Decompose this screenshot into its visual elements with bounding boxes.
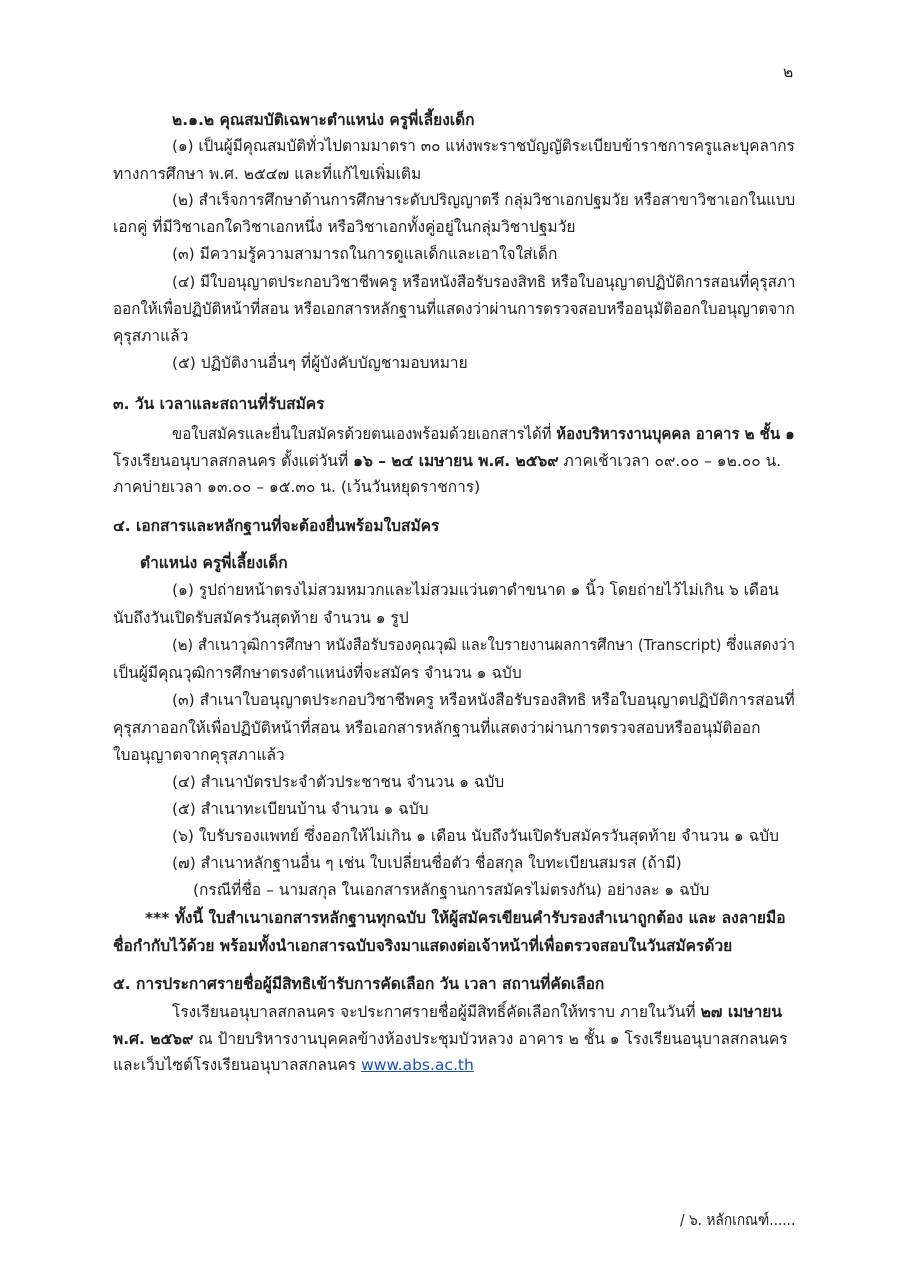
s3-location: ห้องบริหารงานบุคคล อาคาร ๒ ชั้น ๑ [556,425,795,443]
s5-line-2-text: ณ ป้ายบริหารงานบุคคลข้างห้องประชุมบัวหลวง อาคาร ๒ ชั้น ๑ โรงเรียนอนุบาลสกลนคร [193,1030,788,1048]
s3-line-3: ภาคบ่ายเวลา ๑๓.๐๐ – ๑๕.๓๐ น. (เว้นวันหยุดราชการ) [113,478,481,496]
s4-item-3-line-3: ใบอนุญาตจากคุรุสภาแล้ว [113,746,285,764]
s212-item-4-line-3: คุรุสภาแล้ว [113,327,189,345]
s4-item-1-line-1: (๑) รูปถ่ายหน้าตรงไม่สวมหมวกและไม่สวมแว่นตาดำขนาด ๑ นิ้ว โดยถ่ายไว้ไม่เกิน ๖ เดือน [172,581,779,599]
s4-item-3-line-1: (๓) สำเนาใบอนุญาตประกอบวิชาชีพครู หรือหนังสือรับรองสิทธิ หรือใบอนุญาตปฏิบัติการสอนที่ [172,691,795,709]
s5-line-1 [172,998,782,1026]
website-link[interactable]: www.abs.ac.th [361,1056,474,1074]
s4-note-line-1: *** ทั้งนี้ ใบสำเนาเอกสารหลักฐานทุกฉบับ ให้ผู้สมัครเขียนคำรับรองสำเนาถูกต้อง และ ลงลายมือ [145,909,786,927]
s4-item-4: (๔) สำเนาบัตรประจำตัวประชาชน จำนวน ๑ ฉบับ [172,773,505,791]
s4-item-5: (๕) สำเนาทะเบียนบ้าน จำนวน ๑ ฉบับ [172,800,429,818]
s4-subheading: ตำแหน่ง ครูพี่เลี้ยงเด็ก [140,554,288,572]
section-2-1-2-heading: ๒.๑.๒ คุณสมบัติเฉพาะตำแหน่ง ครูพี่เลี้ยงเด็ก [172,111,475,129]
section-3-heading: ๓. วัน เวลาและสถานที่รับสมัคร [113,395,325,413]
s5-line-2 [113,1025,788,1053]
section-4-heading: ๔. เอกสารและหลักฐานที่จะต้องยื่นพร้อมใบสมัคร [113,517,440,535]
section-5-heading: ๕. การประกาศรายชื่อผู้มีสิทธิเข้ารับการคัดเลือก วัน เวลา สถานที่คัดเลือก [113,975,605,993]
s212-item-1-line-1: (๑) เป็นผู้มีคุณสมบัติทั่วไปตามมาตรา ๓๐ แห่งพระราชบัญญัติระเบียบข้าราชการครูและบุคลากร [172,137,795,155]
page-footer: / ๖. หลักเกณฑ์...... [680,1211,796,1229]
s212-item-4-line-2: ออกให้เพื่อปฏิบัติหน้าที่สอน หรือเอกสารหลักฐานที่แสดงว่าผ่านการตรวจสอบหรืออนุมัติออกใบอนุญาตจาก [113,300,795,318]
s4-item-7-cont: (กรณีที่ชื่อ – นามสกุล ในเอกสารหลักฐานการสมัครไม่ตรงกัน) อย่างละ ๑ ฉบับ [193,881,710,899]
s212-item-4-line-1: (๔) มีใบอนุญาตประกอบวิชาชีพครู หรือหนังสือรับรองสิทธิ หรือใบอนุญาตปฏิบัติการสอนที่คุรุสภา [172,273,796,291]
s5-date: ๒๗ เมษายน [700,1003,782,1021]
s5-year: พ.ศ. ๒๕๖๙ [113,1030,194,1048]
s5-line-3 [113,1051,474,1079]
s3-line-2 [113,447,781,475]
s3-line-1-text: ขอใบสมัครและยื่นใบสมัครด้วยตนเองพร้อมด้วยเอกสารได้ที่ [172,425,557,443]
s3-morning-time: ภาคเช้าเวลา ๐๙.๐๐ – ๑๒.๐๐ น. [558,452,782,470]
s4-item-2-line-1: (๒) สำเนาวุฒิการศึกษา หนังสือรับรองคุณวุฒิ และใบรายงานผลการศึกษา (Transcript) ซึ่งแสดงว่า [172,636,796,654]
s3-dates: ๑๖ – ๒๔ เมษายน พ.ศ. ๒๕๖๙ [353,452,559,470]
s212-item-2-line-1: (๒) สำเร็จการศึกษาด้านการศึกษาระดับปริญญาตรี กลุ่มวิชาเอกปฐมวัย หรือสาขาวิชาเอกในแบบ [172,191,796,209]
s3-line-2-text: โรงเรียนอนุบาลสกลนคร ตั้งแต่วันที่ [113,452,354,470]
s212-item-3: (๓) มีความรู้ความสามารถในการดูแลเด็กและเอาใจใส่เด็ก [172,245,558,263]
s4-item-1-line-2: นับถึงวันเปิดรับสมัครวันสุดท้าย จำนวน ๑ รูป [113,609,409,627]
s4-note-line-2: ชื่อกำกับไว้ด้วย พร้อมทั้งนำเอกสารฉบับจริงมาแสดงต่อเจ้าหน้าที่เพื่อตรวจสอบในวันสมัครด้วย [113,937,733,955]
s4-item-6: (๖) ใบรับรองแพทย์ ซึ่งออกให้ไม่เกิน ๑ เดือน นับถึงวันเปิดรับสมัครวันสุดท้าย จำนวน ๑ ฉบับ [172,827,779,845]
s212-item-1-line-2: ทางการศึกษา พ.ศ. ๒๕๔๗ และที่แก้ไขเพิ่มเติม [113,165,422,183]
s3-line-1 [172,420,795,448]
s4-item-2-line-2: เป็นผู้มีคุณวุฒิการศึกษาตรงตำแหน่งที่จะสมัคร จำนวน ๑ ฉบับ [113,664,522,682]
s5-line-3-text: และเว็บไซต์โรงเรียนอนุบาลสกลนคร [113,1056,362,1074]
s212-item-2-line-2: เอกคู่ ที่มีวิชาเอกใดวิชาเอกหนึ่ง หรือวิชาเอกทั้งคู่อยู่ในกลุ่มวิชาปฐมวัย [113,218,576,236]
page-number: ๒ [783,63,794,81]
s212-item-5: (๕) ปฏิบัติงานอื่นๆ ที่ผู้บังคับบัญชามอบหมาย [172,354,468,372]
s4-item-7: (๗) สำเนาหลักฐานอื่น ๆ เช่น ใบเปลี่ยนชื่อตัว ชื่อสกุล ใบทะเบียนสมรส (ถ้ามี) [172,854,682,872]
s4-item-3-line-2: คุรุสภาออกให้เพื่อปฏิบัติหน้าที่สอน หรือเอกสารหลักฐานที่แสดงว่าผ่านการตรวจสอบหรืออนุมัติออก [113,719,761,737]
s5-line-1-text: โรงเรียนอนุบาลสกลนคร จะประกาศรายชื่อผู้มีสิทธิ์คัดเลือกให้ทราบ ภายในวันที่ [172,1003,701,1021]
